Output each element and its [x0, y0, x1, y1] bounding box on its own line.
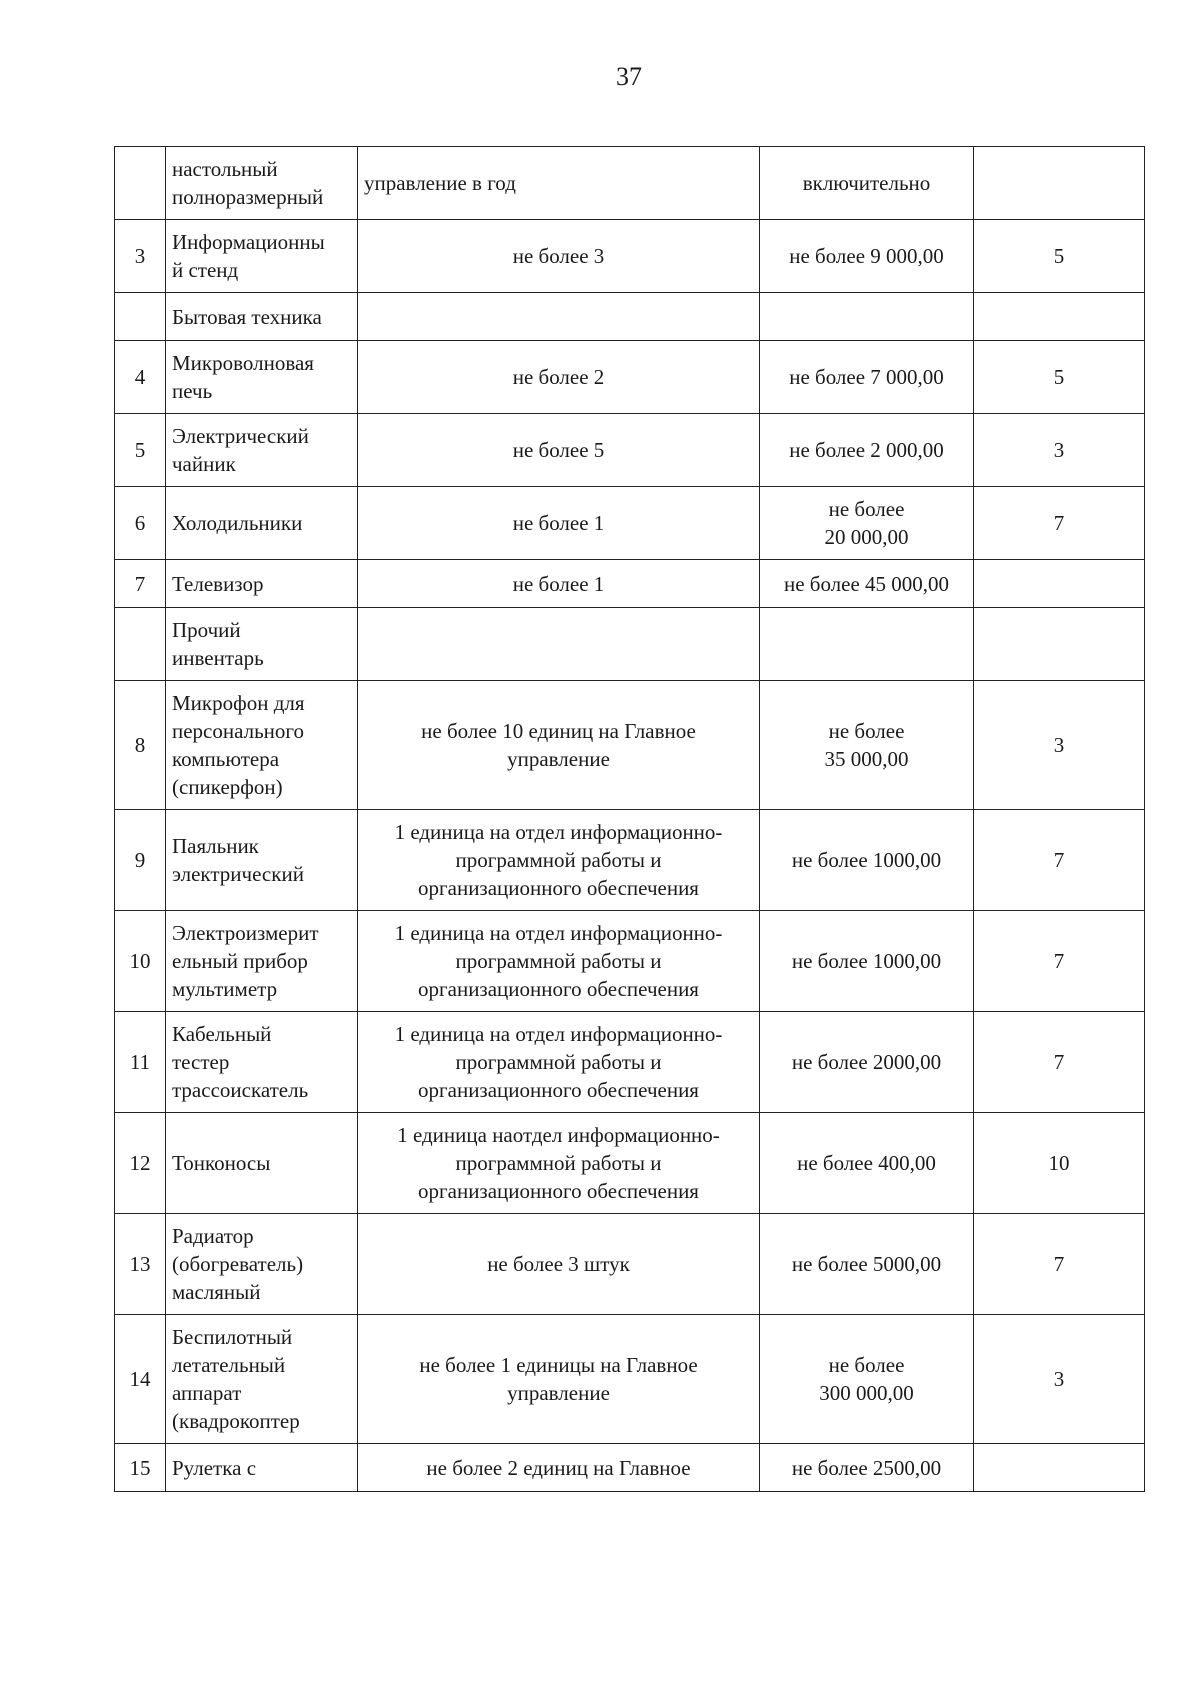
- cell-name-line: настольный: [172, 157, 278, 181]
- cell-service-life: 3: [974, 681, 1145, 810]
- cell-service-life: 7: [974, 487, 1145, 560]
- section-title-line: Прочий: [172, 618, 241, 642]
- cell-name: [166, 1214, 358, 1315]
- table-row: [115, 341, 1145, 414]
- section-title-line: Бытовая техника: [172, 304, 322, 329]
- cell-name: [166, 341, 358, 414]
- cell-price: [760, 911, 974, 1012]
- cell-quantity-line: организационного обеспечения: [418, 876, 699, 900]
- table-row: [115, 1214, 1145, 1315]
- cell-price-line: не более 1000,00: [791, 949, 942, 973]
- page-number: 37: [616, 62, 642, 91]
- cell-name-line: Телевизор: [172, 571, 264, 596]
- cell-name-line: Рулетка с: [172, 1455, 257, 1480]
- cell-name-line: мультиметр: [172, 977, 278, 1001]
- cell-name-line: ельный прибор: [172, 949, 308, 973]
- cell-quantity: [358, 293, 760, 341]
- cell-name-line: Тонконосы: [172, 1151, 271, 1175]
- cell-name-line: полноразмерный: [172, 185, 324, 209]
- cell-price: [760, 608, 974, 681]
- cell-quantity: [358, 147, 760, 220]
- cell-price-line: 35 000,00: [824, 747, 909, 771]
- cell-name-line: электрический: [172, 862, 304, 886]
- cell-price: [760, 1444, 974, 1492]
- table-row-continuation: [115, 147, 1145, 220]
- cell-quantity-line: 1 единица наотдел информационно-: [397, 1123, 720, 1147]
- cell-number: 11: [115, 1012, 166, 1113]
- cell-price: [760, 560, 974, 608]
- table-row: [115, 1113, 1145, 1214]
- cell-name-line: компьютера: [172, 747, 280, 771]
- cell-name-line: Холодильники: [172, 511, 303, 535]
- cell-name-line: персонального: [172, 719, 305, 743]
- cell-quantity-line: управление в год: [364, 171, 516, 195]
- cell-number: 3: [115, 220, 166, 293]
- cell-price: [760, 810, 974, 911]
- cell-price: [760, 1315, 974, 1444]
- cell-price-line: не более 45 000,00: [783, 571, 950, 596]
- cell-name-line: Беспилотный: [172, 1325, 293, 1349]
- cell-name-line: печь: [172, 379, 213, 403]
- cell-quantity: [358, 1315, 760, 1444]
- cell-price-line: не более 2500,00: [791, 1455, 942, 1480]
- cell-number: 5: [115, 414, 166, 487]
- cell-quantity-line: 1 единица на отдел информационно-: [394, 820, 723, 844]
- cell-number: 7: [115, 560, 166, 608]
- cell-quantity-line: 1 единица на отдел информационно-: [394, 921, 723, 945]
- cell-quantity-line: не более 1: [512, 511, 605, 535]
- cell-quantity-line: не более 2 единиц на Главное: [426, 1455, 691, 1480]
- table-row: [115, 1315, 1145, 1444]
- cell-quantity: [358, 681, 760, 810]
- cell-quantity-line: организационного обеспечения: [418, 977, 699, 1001]
- cell-name-line: Паяльник: [172, 834, 259, 858]
- cell-name-line: летательный: [172, 1353, 286, 1377]
- table-row: [115, 1444, 1145, 1492]
- cell-name-line: масляный: [172, 1280, 261, 1304]
- cell-name: [166, 1315, 358, 1444]
- cell-name-line: Электроизмерит: [172, 921, 319, 945]
- cell-quantity-line: не более 2: [512, 365, 605, 389]
- cell-number: 4: [115, 341, 166, 414]
- cell-name-line: Информационны: [172, 230, 325, 254]
- cell-name-line: Микрофон для: [172, 691, 305, 715]
- cell-name-line: Микроволновая: [172, 351, 314, 375]
- cell-name-line: (обогреватель): [172, 1252, 304, 1276]
- cell-name: [166, 414, 358, 487]
- cell-number: [115, 293, 166, 341]
- cell-quantity: [358, 341, 760, 414]
- cell-price-line: 300 000,00: [819, 1381, 914, 1405]
- cell-service-life: [974, 608, 1145, 681]
- cell-quantity: [358, 1214, 760, 1315]
- table-row: [115, 220, 1145, 293]
- cell-service-life: 3: [974, 1315, 1145, 1444]
- cell-quantity: [358, 810, 760, 911]
- cell-price-line: не более 7 000,00: [789, 365, 944, 389]
- cell-price: [760, 1113, 974, 1214]
- cell-service-life: [974, 293, 1145, 341]
- cell-quantity-line: организационного обеспечения: [418, 1179, 699, 1203]
- cell-service-life: [974, 560, 1145, 608]
- cell-name: [166, 911, 358, 1012]
- cell-quantity: [358, 220, 760, 293]
- cell-name-line: Кабельный: [172, 1022, 272, 1046]
- table-section-row: [115, 608, 1145, 681]
- table-row: [115, 487, 1145, 560]
- cell-number: [115, 147, 166, 220]
- cell-name-line: тестер: [172, 1050, 230, 1074]
- cell-quantity-line: программной работы и: [455, 1050, 662, 1074]
- cell-quantity-line: не более 3: [512, 244, 605, 268]
- cell-service-life: [974, 1444, 1145, 1492]
- cell-name-line: (спикерфон): [172, 775, 283, 799]
- table-body: [115, 147, 1145, 1492]
- table-section-row: [115, 293, 1145, 341]
- cell-service-life: 5: [974, 341, 1145, 414]
- cell-name-line: Электрический: [172, 424, 309, 448]
- cell-price: [760, 681, 974, 810]
- cell-quantity-line: программной работы и: [455, 949, 662, 973]
- cell-number: 12: [115, 1113, 166, 1214]
- cell-service-life: 3: [974, 414, 1145, 487]
- cell-price-line: не более 5000,00: [791, 1252, 942, 1276]
- cell-quantity-line: не более 10 единиц на Главное: [421, 719, 696, 743]
- cell-number: 13: [115, 1214, 166, 1315]
- cell-service-life: 7: [974, 911, 1145, 1012]
- cell-price-line: не более: [828, 497, 905, 521]
- cell-price: [760, 341, 974, 414]
- cell-number: 6: [115, 487, 166, 560]
- table-row: [115, 810, 1145, 911]
- cell-quantity-line: не более 3 штук: [487, 1252, 630, 1276]
- cell-price-line: не более 2 000,00: [789, 438, 944, 462]
- cell-price-line: не более: [828, 719, 905, 743]
- cell-price-line: не более 9 000,00: [789, 244, 944, 268]
- cell-price: [760, 1214, 974, 1315]
- cell-quantity: [358, 1113, 760, 1214]
- cell-service-life: 7: [974, 1012, 1145, 1113]
- cell-quantity-line: программной работы и: [455, 848, 662, 872]
- table-row: [115, 681, 1145, 810]
- cell-quantity: [358, 1012, 760, 1113]
- cell-quantity-line: программной работы и: [455, 1151, 662, 1175]
- cell-name: [166, 487, 358, 560]
- cell-price: [760, 147, 974, 220]
- cell-number: 8: [115, 681, 166, 810]
- cell-number: 9: [115, 810, 166, 911]
- cell-name: [166, 1012, 358, 1113]
- cell-quantity-line: не более 1: [512, 571, 605, 596]
- cell-number: 15: [115, 1444, 166, 1492]
- cell-name: [166, 1444, 358, 1492]
- cell-price: [760, 414, 974, 487]
- cell-name-line: Радиатор: [172, 1224, 254, 1248]
- cell-price-line: не более 1000,00: [791, 848, 942, 872]
- cell-number: 14: [115, 1315, 166, 1444]
- cell-price-line: не более: [828, 1353, 905, 1377]
- cell-name: [166, 810, 358, 911]
- section-title: [166, 293, 358, 341]
- cell-quantity: [358, 414, 760, 487]
- cell-quantity-line: не более 5: [512, 438, 605, 462]
- cell-quantity: [358, 1444, 760, 1492]
- cell-quantity-line: не более 1 единицы на Главное: [419, 1353, 698, 1377]
- cell-price: [760, 220, 974, 293]
- cell-quantity-line: управление: [507, 1381, 610, 1405]
- table-row: [115, 911, 1145, 1012]
- cell-quantity: [358, 560, 760, 608]
- cell-quantity-line: управление: [507, 747, 610, 771]
- cell-name-line: (квадрокоптер: [172, 1409, 300, 1433]
- cell-price: [760, 1012, 974, 1113]
- table-row: [115, 1012, 1145, 1113]
- cell-number: [115, 608, 166, 681]
- cell-price-line: не более 2000,00: [791, 1050, 942, 1074]
- cell-price-line: не более 400,00: [797, 1151, 936, 1175]
- cell-quantity: [358, 911, 760, 1012]
- cell-name: [166, 220, 358, 293]
- specification-table: [114, 146, 1145, 1492]
- cell-quantity: [358, 487, 760, 560]
- cell-name-line: аппарат: [172, 1381, 242, 1405]
- table-row: [115, 414, 1145, 487]
- cell-name-line: чайник: [172, 452, 236, 476]
- cell-name: [166, 560, 358, 608]
- cell-quantity-line: 1 единица на отдел информационно-: [394, 1022, 723, 1046]
- cell-service-life: [974, 147, 1145, 220]
- cell-service-life: 7: [974, 1214, 1145, 1315]
- cell-name-line: й стенд: [172, 258, 239, 282]
- cell-price: [760, 487, 974, 560]
- cell-price: [760, 293, 974, 341]
- cell-quantity-line: организационного обеспечения: [418, 1078, 699, 1102]
- cell-price-line: включительно: [802, 171, 931, 195]
- cell-name-line: трассоискатель: [172, 1078, 309, 1102]
- cell-quantity: [358, 608, 760, 681]
- section-title: [166, 608, 358, 681]
- cell-name: [166, 681, 358, 810]
- cell-name: [166, 1113, 358, 1214]
- cell-price-line: 20 000,00: [824, 525, 909, 549]
- table-row: [115, 560, 1145, 608]
- cell-number: 10: [115, 911, 166, 1012]
- cell-service-life: 5: [974, 220, 1145, 293]
- section-title-line: инвентарь: [172, 646, 264, 670]
- cell-service-life: 10: [974, 1113, 1145, 1214]
- cell-service-life: 7: [974, 810, 1145, 911]
- cell-name: [166, 147, 358, 220]
